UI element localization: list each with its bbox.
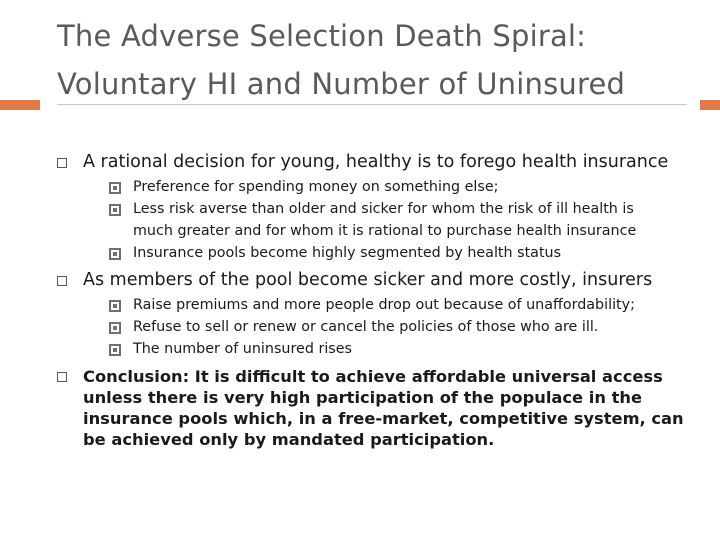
conclusion-line: unless there is very high participation of the populace in the bbox=[83, 388, 643, 407]
sub-bullet-text: Insurance pools become highly segmented by health status bbox=[133, 245, 562, 261]
accent-bar-right bbox=[700, 100, 720, 110]
bullet-2 bbox=[57, 268, 707, 360]
filled-square-bullet-icon bbox=[109, 204, 121, 216]
filled-square-bullet-icon bbox=[109, 248, 121, 260]
conclusion-line: insurance pools which, in a free-market, competitive system, can bbox=[83, 409, 684, 428]
square-bullet-icon bbox=[57, 158, 67, 168]
sub-bullet-text: much greater and for whom it is rational to purchase health insurance bbox=[133, 223, 637, 239]
bullet-1 bbox=[57, 150, 707, 264]
square-bullet-icon bbox=[57, 276, 67, 286]
filled-square-bullet-icon bbox=[109, 322, 121, 334]
bullet-2-text: As members of the pool become sicker and more costly, insurers bbox=[83, 270, 653, 290]
accent-bar-left bbox=[0, 100, 40, 110]
slide-title bbox=[57, 12, 697, 108]
sub-bullet bbox=[109, 198, 707, 242]
sub-bullet bbox=[109, 176, 707, 198]
sub-bullet-text: Less risk averse than older and sicker for whom the risk of ill health is bbox=[133, 201, 634, 217]
sub-bullet-text: The number of uninsured rises bbox=[133, 341, 352, 357]
sub-bullet-text: Refuse to sell or renew or cancel the policies of those who are ill. bbox=[133, 319, 599, 335]
square-bullet-icon bbox=[57, 372, 67, 382]
conclusion-line: be achieved only by mandated participation. bbox=[83, 430, 495, 449]
conclusion-line: Conclusion: It is difficult to achieve affordable universal access bbox=[83, 367, 663, 386]
bullet-3-conclusion bbox=[57, 366, 707, 450]
title-line-2: Voluntary HI and Number of Uninsured bbox=[57, 67, 626, 101]
sub-bullet bbox=[109, 338, 707, 360]
title-line-1: The Adverse Selection Death Spiral: bbox=[57, 19, 587, 53]
sub-bullet bbox=[109, 242, 707, 264]
sub-bullet bbox=[109, 294, 707, 316]
sub-bullet-list bbox=[83, 294, 707, 360]
bullet-1-text: A rational decision for young, healthy is to forego health insurance bbox=[83, 152, 669, 172]
sub-bullet-text: Preference for spending money on something else; bbox=[133, 179, 499, 195]
filled-square-bullet-icon bbox=[109, 344, 121, 356]
sub-bullet-text: Raise premiums and more people drop out because of unaffordability; bbox=[133, 297, 635, 313]
title-divider bbox=[57, 104, 687, 105]
sub-bullet-list bbox=[83, 176, 707, 264]
sub-bullet bbox=[109, 316, 707, 338]
conclusion-text bbox=[83, 366, 707, 450]
filled-square-bullet-icon bbox=[109, 300, 121, 312]
bullet-list bbox=[57, 150, 707, 450]
filled-square-bullet-icon bbox=[109, 182, 121, 194]
